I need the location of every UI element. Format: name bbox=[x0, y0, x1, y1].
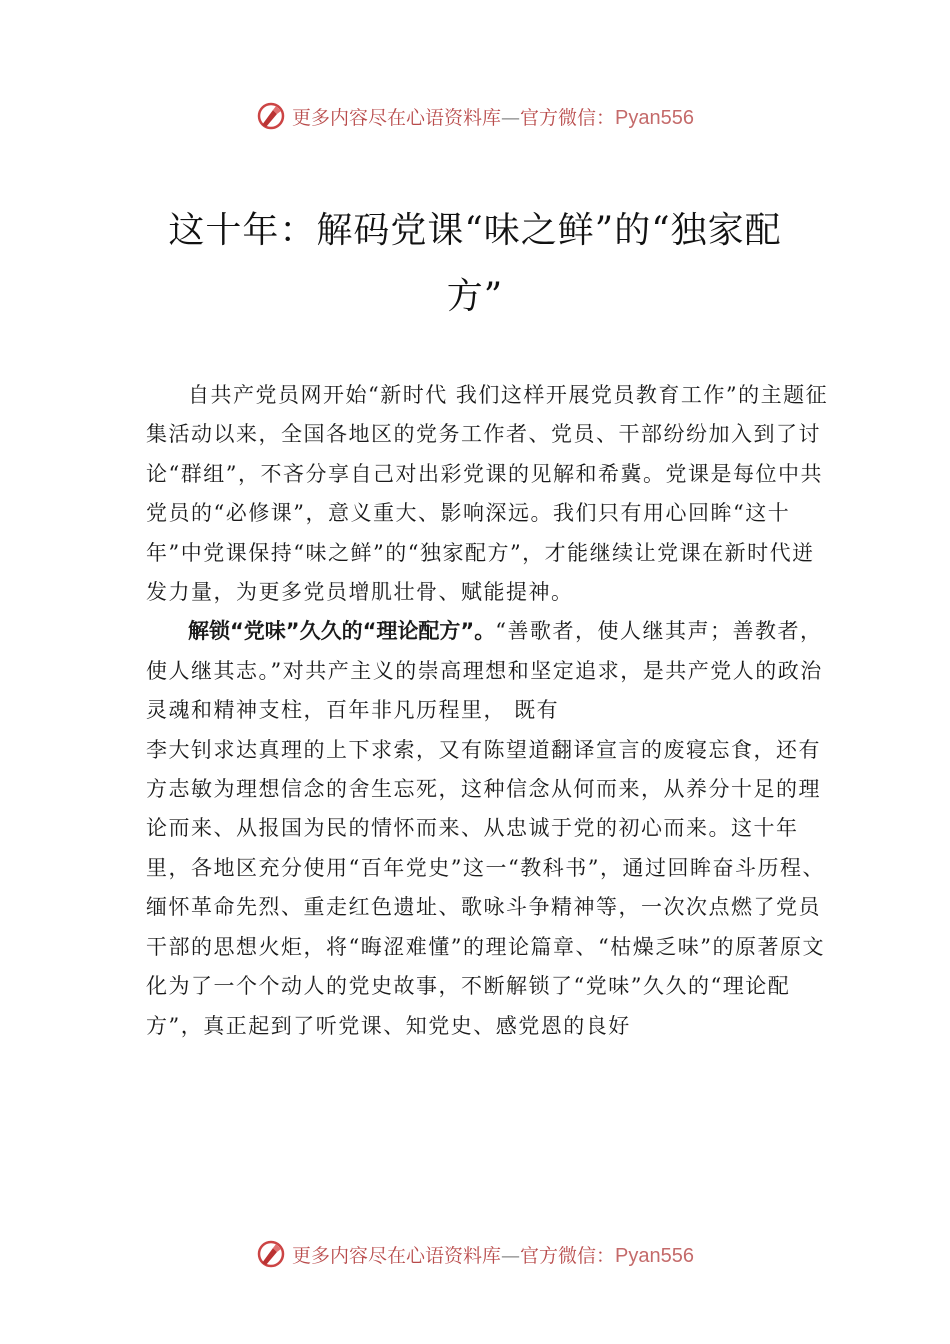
pen-nib-icon bbox=[256, 1239, 286, 1269]
body-text bbox=[146, 376, 836, 1046]
watermark-text: 更多内容尽在心语资料库—官方微信：Pyan556 bbox=[292, 1244, 694, 1267]
title-line-1: 这十年：解码党课“味之鲜”的“独家配 bbox=[168, 210, 782, 251]
pen-nib-icon bbox=[256, 101, 286, 131]
footer-watermark bbox=[0, 1234, 950, 1274]
paragraph-2-text: “善歌者，使人继其声；善教者，使人继其志。”对共产主义的崇高理想和坚定追求，是共产党人的政治灵魂和精神支柱，百年非凡历程里， 既有 bbox=[146, 619, 823, 723]
paragraph-2 bbox=[146, 612, 836, 730]
page-title bbox=[130, 198, 820, 330]
watermark-text: 更多内容尽在心语资料库—官方微信：Pyan556 bbox=[292, 106, 694, 129]
paragraph-2-continued: 李大钊求达真理的上下求索，又有陈望道翻译宣言的废寝忘食，还有方志敏为理想信念的舍生忘死，这种信念从何而来，从养分十足的理论而来、从报国为民的情怀而来、从忠诚于党的初心而来。这十年里，各地区充分使用“百年党史”这一“教科书”，通过回眸奋斗历程、缅怀革命先烈、重走红色遗址、歌咏斗争精神等，一次次点燃了党员干部的思想火炬，将“晦涩难懂”的理论篇章、“枯燥乏味”的原著原文化为了一个个动人的党史故事，不断解锁了“党味”久久的“理论配方”，真正起到了听党课、知党史、感党恩的良好 bbox=[146, 737, 825, 1038]
header-watermark bbox=[0, 96, 950, 136]
title-line-2: 方” bbox=[446, 276, 504, 317]
paragraph-1: 自共产党员网开始“新时代 我们这样开展党员教育工作”的主题征集活动以来，全国各地区的党务工作者、党员、干部纷纷加入到了讨论“群组”，不吝分享自己对出彩党课的见解和希冀。党课是每位中共党员的“必修课”，意义重大、影响深远。我们只有用心回眸“这十年”中党课保持“味之鲜”的“独家配方”，才能继续让党课在新时代迸发力量，为更多党员增肌壮骨、赋能提神。 bbox=[146, 383, 829, 605]
section-heading: 解锁“党味”久久的“理论配方”。 bbox=[188, 619, 496, 644]
